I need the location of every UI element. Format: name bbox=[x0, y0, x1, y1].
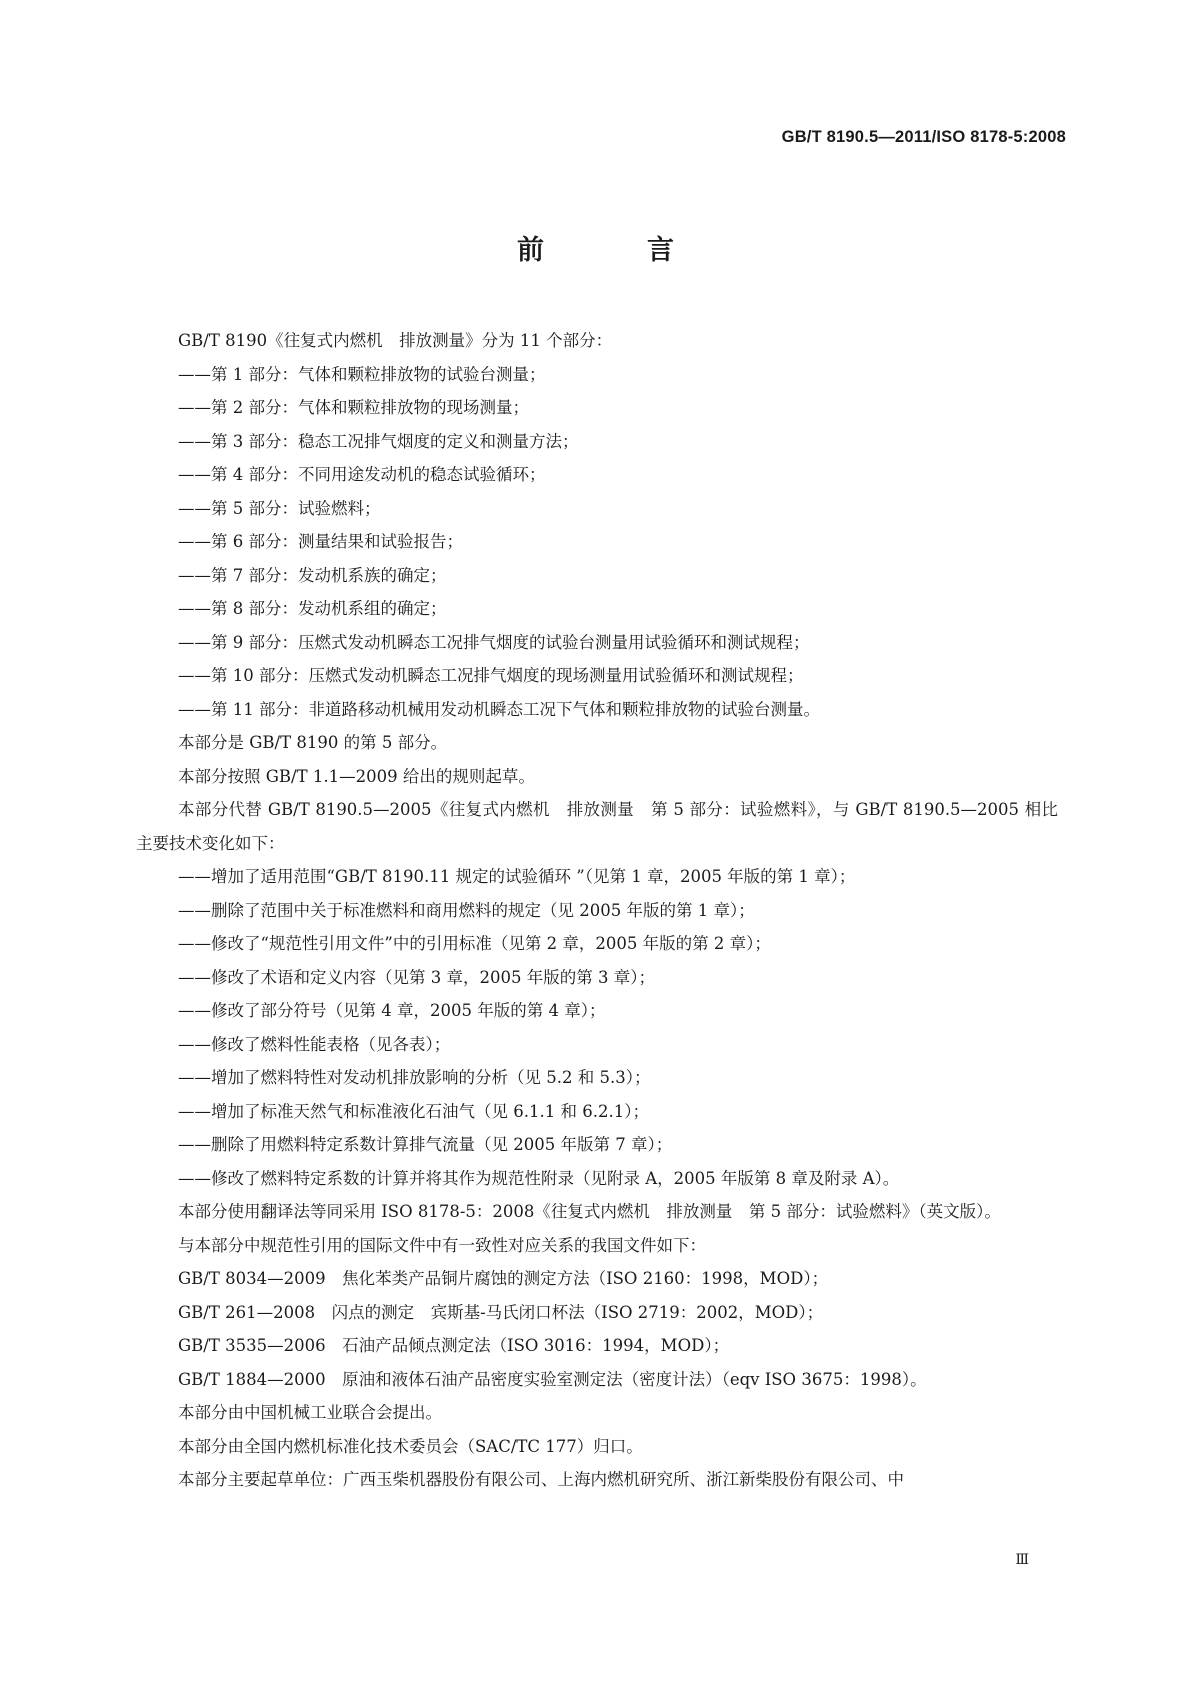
page-title: 前 言 bbox=[517, 235, 712, 266]
list-item: ——第 10 部分：压燃式发动机瞬态工况排气烟度的现场测量用试验循环和测试规程； bbox=[178, 666, 804, 685]
paragraph: 本部分使用翻译法等同采用 ISO 8178-5：2008《往复式内燃机 排放测量 第 5 部分：试验燃料》（英文版）。 bbox=[178, 1202, 1001, 1221]
list-item: ——修改了术语和定义内容（见第 3 章，2005 年版的第 3 章）； bbox=[178, 967, 655, 987]
list-item: ——修改了部分符号（见第 4 章，2005 年版的第 4 章）； bbox=[178, 1001, 606, 1020]
reference-item: GB/T 261—2008 闪点的测定 宾斯基-马氏闭口杯法（ISO 2719：2002，MOD）； bbox=[178, 1302, 824, 1322]
preface-body bbox=[136, 324, 1058, 1497]
list-item: ——第 9 部分：压燃式发动机瞬态工况排气烟度的试验台测量用试验循环和测试规程； bbox=[178, 632, 810, 652]
list-item: ——第 3 部分：稳态工况排气烟度的定义和测量方法； bbox=[178, 431, 579, 451]
standard-code-header: GB/T 8190.5—2011/ISO 8178-5:2008 bbox=[781, 128, 1066, 146]
list-item: ——第 11 部分：非道路移动机械用发动机瞬态工况下气体和颗粒排放物的试验台测量。 bbox=[178, 699, 820, 719]
paragraph: 与本部分中规范性引用的国际文件中有一致性对应关系的我国文件如下： bbox=[178, 1235, 706, 1255]
list-item: ——第 8 部分：发动机系组的确定； bbox=[178, 599, 447, 618]
list-item: ——第 7 部分：发动机系族的确定； bbox=[178, 565, 447, 585]
list-item: ——第 2 部分：气体和颗粒排放物的现场测量； bbox=[178, 398, 529, 417]
list-item: ——增加了燃料特性对发动机排放影响的分析（见 5.2 和 5.3）； bbox=[178, 1068, 651, 1087]
paragraph: 本部分按照 GB/T 1.1—2009 给出的规则起草。 bbox=[178, 766, 535, 786]
list-item: ——修改了燃料特定系数的计算并将其作为规范性附录（见附录 A，2005 年版第 8 章及附录 A）。 bbox=[178, 1168, 900, 1188]
page-number: Ⅲ bbox=[1015, 1552, 1029, 1568]
list-item: ——修改了“规范性引用文件”中的引用标准（见第 2 章，2005 年版的第 2 章）； bbox=[178, 934, 771, 953]
list-item: ——第 1 部分：气体和颗粒排放物的试验台测量； bbox=[178, 364, 546, 384]
list-item: ——第 6 部分：测量结果和试验报告； bbox=[178, 532, 463, 551]
list-item: ——修改了燃料性能表格（见各表）； bbox=[178, 1034, 451, 1054]
reference-item: GB/T 3535—2006 石油产品倾点测定法（ISO 3016：1994，MOD）； bbox=[178, 1336, 730, 1355]
list-item: ——第 5 部分：试验燃料； bbox=[178, 498, 381, 518]
list-item: ——增加了标准天然气和标准液化石油气（见 6.1.1 和 6.2.1）； bbox=[178, 1101, 649, 1121]
paragraph: 本部分是 GB/T 8190 的第 5 部分。 bbox=[178, 733, 448, 752]
paragraph: 本部分代替 GB/T 8190.5—2005《往复式内燃机 排放测量 第 5 部分：试验燃料》，与 GB/T 8190.5—2005 相比主要技术变化如下： bbox=[136, 800, 1058, 853]
list-item: ——删除了范围中关于标准燃料和商用燃料的规定（见 2005 年版的第 1 章）； bbox=[178, 900, 755, 920]
list-item: ——第 4 部分：不同用途发动机的稳态试验循环； bbox=[178, 465, 546, 484]
paragraph: 本部分主要起草单位：广西玉柴机器股份有限公司、上海内燃机研究所、浙江新柴股份有限公司、中 bbox=[178, 1470, 904, 1489]
list-item: ——删除了用燃料特定系数计算排气流量（见 2005 年版第 7 章）； bbox=[178, 1135, 673, 1154]
paragraph: 本部分由全国内燃机标准化技术委员会（SAC/TC 177）归口。 bbox=[178, 1436, 643, 1456]
paragraph: GB/T 8190《往复式内燃机 排放测量》分为 11 个部分： bbox=[178, 331, 613, 350]
reference-item: GB/T 1884—2000 原油和液体石油产品密度实验室测定法（密度计法）（eqv ISO 3675：1998）。 bbox=[178, 1369, 927, 1389]
reference-item: GB/T 8034—2009 焦化苯类产品铜片腐蚀的测定方法（ISO 2160：1998，MOD）； bbox=[178, 1269, 829, 1288]
list-item: ——增加了适用范围“GB/T 8190.11 规定的试验循环 ”（见第 1 章，2005 年版的第 1 章）； bbox=[178, 867, 856, 886]
paragraph: 本部分由中国机械工业联合会提出。 bbox=[178, 1403, 442, 1422]
